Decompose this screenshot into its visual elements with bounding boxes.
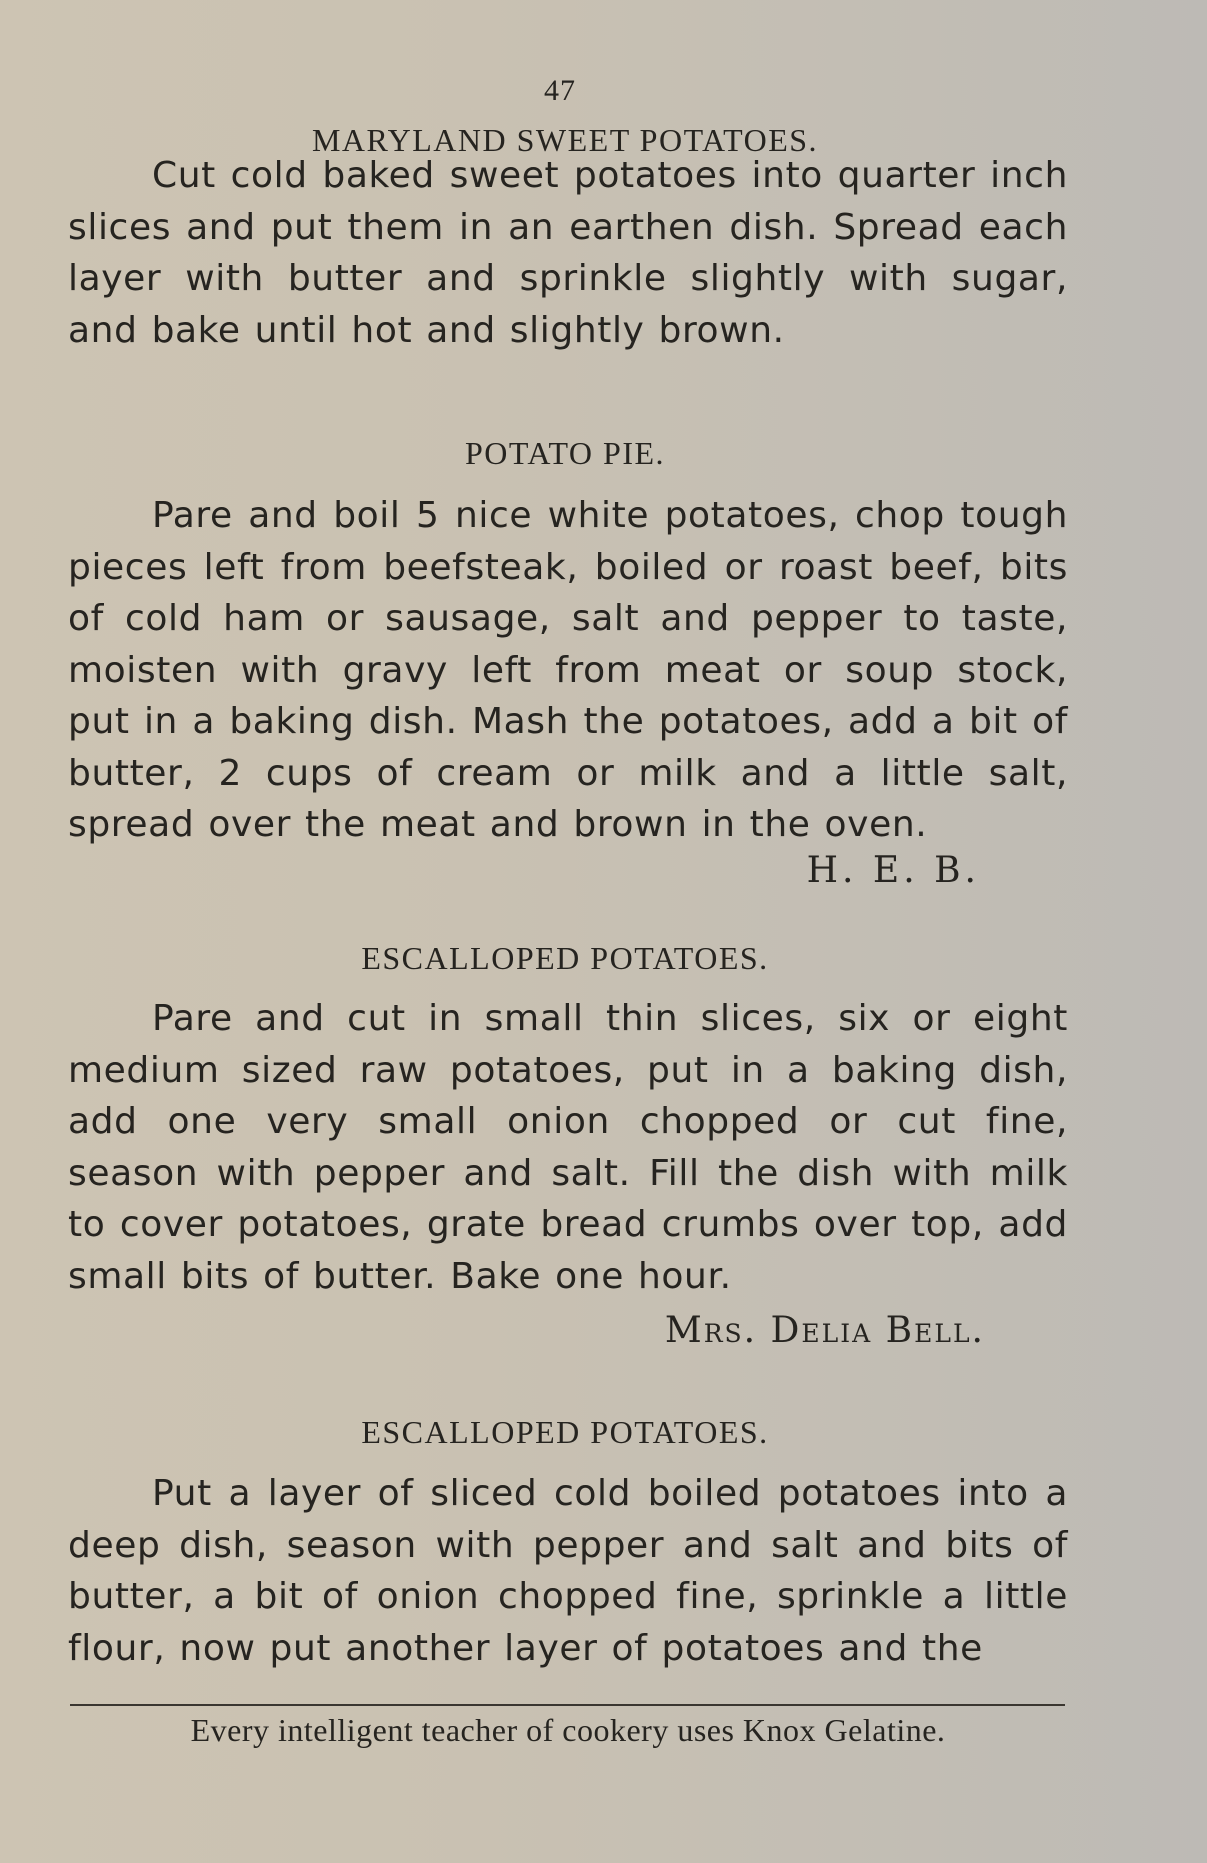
footer-rule bbox=[70, 1704, 1065, 1706]
recipe-title-escalloped-potatoes-1: ESCALLOPED POTATOES. bbox=[361, 940, 769, 976]
recipe-signature-delia-bell: Mrs. Delia Bell. bbox=[664, 1310, 985, 1351]
recipe-body-potato-pie: Pare and boil 5 nice white potatoes, chop tough pieces left from beefsteak, boiled or roast beef, bits of cold ham or sausage, salt and pepper to taste, moisten with gravy left from meat or soup stock, put in a baking dish. Mash the potatoes, add a bit of butter, 2 cups of cream or milk and a little salt, spread over the meat and brown in the oven. bbox=[68, 495, 1068, 845]
footer-advertisement: Every intelligent teacher of cookery uses Knox Gelatine. bbox=[190, 1712, 946, 1748]
recipe-body-escalloped-potatoes-1: Pare and cut in small thin slices, six or eight medium sized raw potatoes, put in a baking dish, add one very small onion chopped or cut fine, season with pepper and salt. Fill the dish with milk to cover potatoes, grate bread crumbs over top, add small bits of butter. Bake one hour. bbox=[68, 998, 1068, 1297]
signature-row-escalloped-1 bbox=[0, 1310, 985, 1360]
recipe-title-escalloped-potatoes-2: ESCALLOPED POTATOES. bbox=[361, 1414, 769, 1450]
page-number: 47 bbox=[544, 74, 576, 107]
recipe-title-potato-pie: POTATO PIE. bbox=[464, 435, 666, 471]
recipe-title-maryland-sweet-potatoes: MARYLAND SWEET POTATOES. bbox=[311, 122, 819, 158]
recipe-body-maryland-sweet-potatoes: Cut cold baked sweet potatoes into quarter inch slices and put them in an earthen dish. Spread each layer with butter and sprinkle slightly with sugar, and bake until hot and slightly brown. bbox=[68, 155, 1068, 351]
recipe-signature-heb: H. E. B. bbox=[806, 850, 980, 891]
recipe-body-escalloped-potatoes-2: Put a layer of sliced cold boiled potatoes into a deep dish, season with pepper and salt and bits of butter, a bit of onion chopped fine, sprinkle a little flour, now put another layer of potatoes and the bbox=[68, 1473, 1068, 1669]
signature-row-potato-pie bbox=[0, 850, 980, 900]
